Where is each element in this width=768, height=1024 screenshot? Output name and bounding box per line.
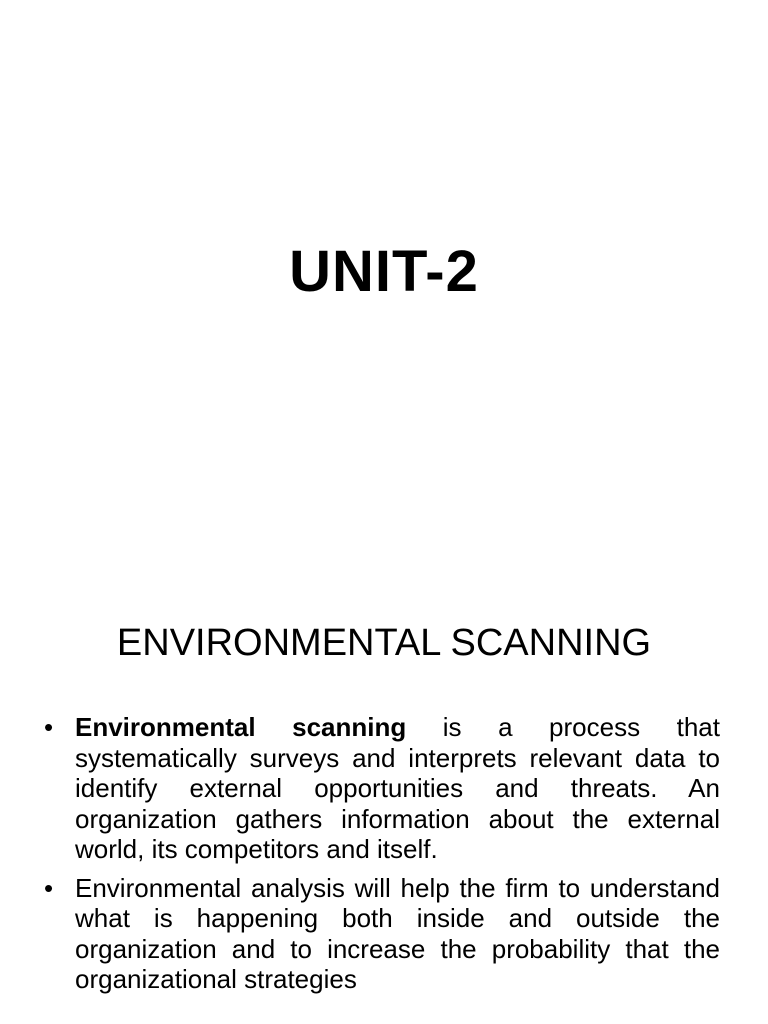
bullet-item-environmental-analysis [44, 873, 720, 995]
bullet-term: Environmental scanning [75, 712, 407, 742]
bullet-text: is a process that systematically surveys and interprets relevant data to identify external opportunities and threats. An organization gathers information about the external world, its competitors and itself. [75, 712, 720, 864]
section-heading: ENVIRONMENTAL SCANNING [116, 622, 652, 664]
bullet-list [44, 712, 720, 1003]
bullet-text: Environmental analysis will help the firm to understand what is happening both inside and outside the organization and to increase the probability that the organizational strategies [75, 872, 720, 994]
bullet-icon: • [44, 872, 54, 903]
bullet-icon: • [44, 712, 54, 742]
bullet-item-environmental-scanning [44, 712, 720, 865]
slide-title: UNIT-2 [289, 239, 479, 304]
